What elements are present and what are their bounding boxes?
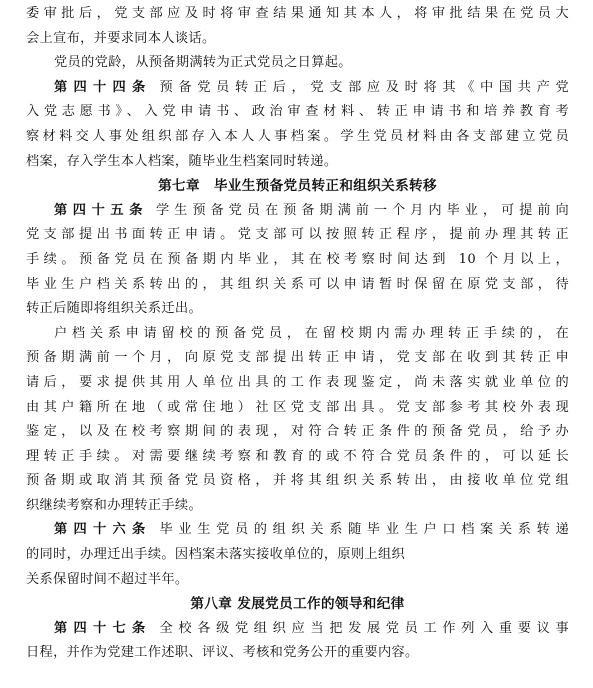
line-text: 鉴定，以及在校考察期间的表现，对符合转正条件的预备党员，给予办 (26, 424, 569, 440)
line-text: 党支部提出书面转正申请。党支部可以按照转正程序，提前办理其转正 (26, 227, 569, 243)
text-line (26, 51, 569, 76)
text-line (26, 543, 569, 568)
line-text: 会上宣布，并要求同本人谈话。 (26, 30, 216, 46)
line-text: 学生预备党员在预备期满前一个月内毕业，可提前向 (156, 202, 569, 218)
text-line (26, 469, 569, 494)
line-text: 请后，要求提供其用人单位出具的工作表现鉴定，尚未落实就业单位的 (26, 374, 569, 390)
article-number: 第四十五条 (54, 202, 149, 218)
article-number: 第四十四条 (54, 79, 152, 95)
text-line (26, 371, 569, 396)
text-line (26, 396, 569, 421)
text-line (26, 322, 569, 347)
line-text: 毕业生党员的组织关系随毕业生户口档案关系转递 (159, 522, 569, 538)
article-line (26, 617, 569, 642)
line-text: 党员的党龄，从预备期满转为正式党员之日算起。 (54, 55, 352, 71)
text-line (26, 273, 569, 298)
article-number: 第四十六条 (54, 522, 152, 538)
line-text: 日程，并作为党建工作述职、评议、考核和党务公开的重要内容。 (26, 645, 419, 661)
text-line (26, 568, 569, 593)
text-line (26, 420, 569, 445)
line-text: 预备期满前一个月，向原党支部提出转正申请，党支部在收到其转正申 (26, 350, 569, 366)
line-text: 转正后随即将组织关系迁出。 (26, 301, 202, 317)
line-text: 手续。预备党员在预备期内毕业，其在校考察时间达到 10 个月以上， (26, 251, 569, 267)
text-line (26, 100, 569, 125)
text-line (26, 2, 569, 27)
article-line (26, 199, 569, 224)
text-line (26, 346, 569, 371)
text-line (26, 494, 569, 519)
text-line (26, 297, 569, 322)
text-line (26, 150, 569, 175)
line-text: 户档关系申请留校的预备党员，在留校期内需办理转正手续的，在 (54, 325, 569, 341)
text-line (26, 248, 569, 273)
line-text: 的同时，办理迁出手续。因档案未落实接收单位的，原则上组织 (26, 547, 406, 563)
chapter-heading: 第七章 毕业生预备党员转正和组织关系转移 (158, 178, 437, 195)
line-text: 理转正手续。对需要继续考察和教育的或不符合党员条件的，可以延长 (26, 448, 569, 464)
line-text: 毕业生户档关系转出的，其组织关系可以申请暂时保留在原党支部，待 (26, 276, 569, 292)
chapter-heading: 第八章 发展党员工作的领导和纪律 (190, 596, 405, 613)
line-text: 委审批后，党支部应及时将审查结果通知其本人，将审批结果在党员大 (26, 6, 569, 21)
text-line (26, 223, 569, 248)
text-line (26, 27, 569, 52)
line-text: 档案，存入学生本人档案，随毕业生档案同时转递。 (26, 153, 338, 169)
text-line (26, 641, 569, 666)
article-number: 第四十七条 (54, 620, 152, 636)
line-text: 由其户籍所在地（或常住地）社区党支部出具。党支部参考其校外表现 (26, 399, 569, 415)
line-text: 察材料交人事处组织部存入本人人事档案。学生党员材料由各支部建立党员 (26, 128, 569, 144)
article-line (26, 76, 569, 101)
text-line (26, 125, 569, 150)
line-text: 预备党员转正后，党支部应及时将其《中国共产党 (159, 79, 569, 95)
article-line (26, 518, 569, 543)
line-text: 全校各级党组织应当把发展党员工作列入重要议事 (159, 620, 569, 636)
line-text: 关系保留时间不超过半年。 (26, 571, 189, 587)
line-text: 预备期或取消其预备党员资格，并将其组织关系转出，由接收单位党组 (26, 473, 569, 489)
text-line (26, 445, 569, 470)
line-text: 入党志愿书》、入党申请书、政治审查材料、转正申请书和培养教育考 (26, 104, 569, 120)
line-text: 织继续考察和办理转正手续。 (26, 497, 202, 513)
